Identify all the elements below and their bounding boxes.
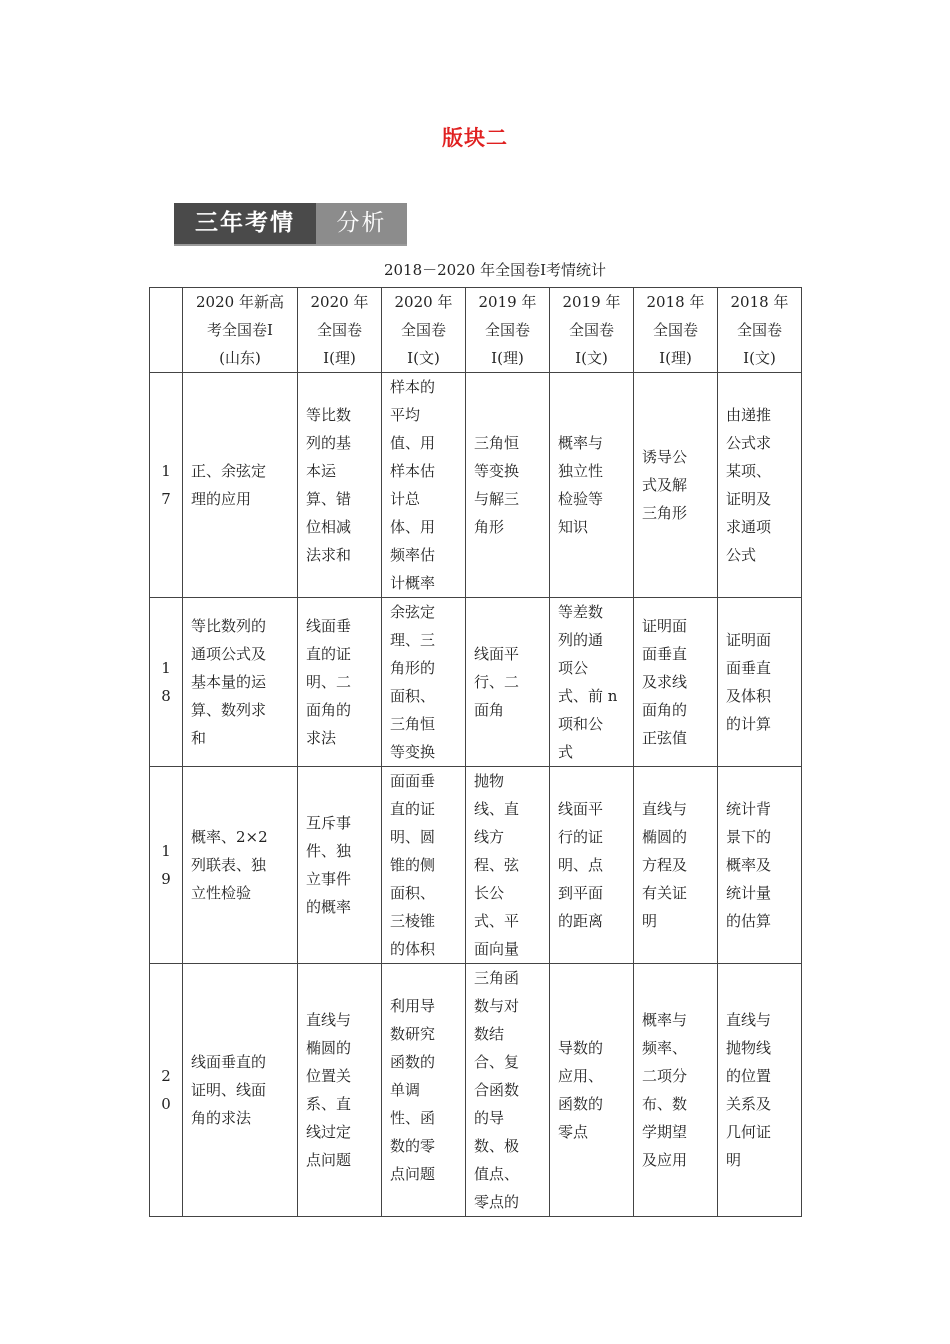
topic-cell bbox=[298, 964, 382, 1217]
cell-line: Ⅰ(理) bbox=[659, 349, 692, 367]
cell-line: 频率估 bbox=[390, 546, 436, 564]
topic-cell bbox=[382, 964, 466, 1217]
cell-line: 算、数列求 bbox=[191, 701, 267, 719]
cell-line: 明、圆 bbox=[390, 828, 436, 846]
cell-line: 等变换 bbox=[390, 743, 436, 761]
cell-line: 线面平 bbox=[474, 645, 520, 663]
cell-line: 线面垂直的 bbox=[191, 1053, 267, 1071]
table-row bbox=[150, 767, 802, 964]
cell-line: Ⅰ(文) bbox=[407, 349, 440, 367]
cell-line: 件、独 bbox=[306, 842, 352, 860]
question-number-cell bbox=[150, 598, 183, 767]
topic-cell bbox=[634, 767, 718, 964]
cell-line: 等比数 bbox=[306, 406, 352, 424]
table-row bbox=[150, 964, 802, 1217]
header-cell bbox=[298, 288, 382, 373]
cell-line: 面垂直 bbox=[642, 645, 688, 663]
topic-cell bbox=[718, 964, 802, 1217]
cell-line: 通项公式及 bbox=[191, 645, 267, 663]
cell-line: 7 bbox=[161, 490, 171, 508]
exam-stats-table bbox=[149, 287, 802, 1217]
cell-line: 面向量 bbox=[474, 940, 520, 958]
cell-line: 位相减 bbox=[306, 518, 352, 536]
table-row bbox=[150, 373, 802, 598]
cell-line: 锥的侧 bbox=[390, 856, 436, 874]
cell-line: 项公 bbox=[558, 659, 589, 677]
cell-line: 式 bbox=[558, 743, 574, 761]
cell-line: 公式 bbox=[726, 546, 757, 564]
cell-line: 行、二 bbox=[474, 673, 520, 691]
cell-line: 面角的 bbox=[306, 701, 352, 719]
topic-cell bbox=[634, 598, 718, 767]
cell-line: 单调 bbox=[390, 1081, 421, 1099]
cell-line: 线面垂 bbox=[306, 617, 352, 635]
cell-line: 直的证 bbox=[390, 800, 436, 818]
header-cell bbox=[718, 288, 802, 373]
cell-line: 到平面 bbox=[558, 884, 604, 902]
cell-line: 线面平 bbox=[558, 800, 604, 818]
cell-line: 导数的 bbox=[558, 1039, 604, 1057]
question-number-cell bbox=[150, 964, 183, 1217]
topic-cell bbox=[382, 767, 466, 964]
header-cell bbox=[183, 288, 298, 373]
cell-line: 等变换 bbox=[474, 462, 520, 480]
cell-line: 列的通 bbox=[558, 631, 604, 649]
cell-line: 1 bbox=[161, 659, 171, 677]
cell-line: 直的证 bbox=[306, 645, 352, 663]
cell-line: 二项分 bbox=[642, 1067, 688, 1085]
banner-label-main: 三年考情 bbox=[174, 203, 316, 244]
cell-line: 法求和 bbox=[306, 546, 352, 564]
topic-cell bbox=[550, 373, 634, 598]
cell-line: 项和公 bbox=[558, 715, 604, 733]
cell-line: 求通项 bbox=[726, 518, 772, 536]
cell-line: 值、用 bbox=[390, 434, 436, 452]
topic-cell bbox=[183, 598, 298, 767]
topic-cell bbox=[634, 964, 718, 1217]
table-row bbox=[150, 598, 802, 767]
cell-line: Ⅰ(理) bbox=[323, 349, 356, 367]
cell-line: 等差数 bbox=[558, 603, 604, 621]
cell-line: 点问题 bbox=[390, 1165, 436, 1183]
table-caption: 2018－2020 年全国卷Ⅰ考情统计 bbox=[383, 261, 607, 279]
cell-line: 应用、 bbox=[558, 1067, 604, 1085]
cell-line: 证明面 bbox=[642, 617, 688, 635]
cell-line: 独立性 bbox=[558, 462, 604, 480]
cell-line: Ⅰ(文) bbox=[575, 349, 608, 367]
cell-line: 零点 bbox=[558, 1123, 589, 1141]
cell-line: 数与对 bbox=[474, 997, 520, 1015]
cell-line: 全国卷 bbox=[568, 321, 614, 339]
cell-line: 式及解 bbox=[642, 476, 688, 494]
cell-line: 2018 年 bbox=[646, 293, 705, 311]
cell-line: 全国卷 bbox=[316, 321, 362, 339]
cell-line: 本运 bbox=[306, 462, 337, 480]
cell-line: 1 bbox=[161, 462, 171, 480]
cell-line: 统计量 bbox=[726, 884, 772, 902]
cell-line: 2019 年 bbox=[562, 293, 621, 311]
cell-line: 与解三 bbox=[474, 490, 520, 508]
cell-line: 的体积 bbox=[390, 940, 436, 958]
cell-line: 几何证 bbox=[726, 1123, 772, 1141]
topic-cell bbox=[718, 373, 802, 598]
cell-line: 直线与 bbox=[306, 1011, 352, 1029]
topic-cell bbox=[718, 767, 802, 964]
cell-line: 角形 bbox=[474, 518, 505, 536]
cell-line: 样本估 bbox=[390, 462, 436, 480]
cell-line: 由递推 bbox=[726, 406, 772, 424]
cell-line: 样本的 bbox=[390, 378, 436, 396]
cell-line: 诱导公 bbox=[642, 448, 688, 466]
cell-line: 2019 年 bbox=[478, 293, 537, 311]
question-number-cell bbox=[150, 767, 183, 964]
cell-line: 线过定 bbox=[306, 1123, 352, 1141]
cell-line: 点问题 bbox=[306, 1151, 352, 1169]
banner-label-sub: 分析 bbox=[316, 203, 407, 244]
topic-cell bbox=[466, 373, 550, 598]
cell-line: 8 bbox=[161, 687, 171, 705]
cell-line: 1 bbox=[161, 842, 171, 860]
cell-line: 直线与 bbox=[726, 1011, 772, 1029]
cell-line: 2020 年 bbox=[310, 293, 369, 311]
cell-line: 和 bbox=[191, 729, 207, 747]
cell-line: 计总 bbox=[390, 490, 421, 508]
topic-cell bbox=[183, 964, 298, 1217]
cell-line: 理、三 bbox=[390, 631, 436, 649]
topic-cell bbox=[183, 767, 298, 964]
cell-line: 余弦定 bbox=[390, 603, 436, 621]
cell-line: 全国卷 bbox=[400, 321, 446, 339]
cell-line: 面角的 bbox=[642, 701, 688, 719]
cell-line: 合、复 bbox=[474, 1053, 520, 1071]
cell-line: 证明面 bbox=[726, 631, 772, 649]
cell-line: 2020 年 bbox=[394, 293, 453, 311]
cell-line: 面积、 bbox=[390, 884, 436, 902]
cell-line: 景下的 bbox=[726, 828, 772, 846]
cell-line: (山东) bbox=[219, 349, 261, 367]
cell-line: 行的证 bbox=[558, 828, 604, 846]
cell-line: 概率及 bbox=[726, 856, 772, 874]
cell-line: 抛物 bbox=[474, 772, 505, 790]
cell-line: 抛物线 bbox=[726, 1039, 772, 1057]
cell-line: 椭圆的 bbox=[306, 1039, 352, 1057]
cell-line: 2018 年 bbox=[730, 293, 789, 311]
topic-cell bbox=[382, 373, 466, 598]
cell-line: 数、极 bbox=[474, 1137, 520, 1155]
cell-line: 理的应用 bbox=[191, 490, 252, 508]
cell-line: 列的基 bbox=[306, 434, 352, 452]
topic-cell bbox=[466, 767, 550, 964]
cell-line: 数研究 bbox=[390, 1025, 436, 1043]
topic-cell bbox=[298, 373, 382, 598]
cell-line: 9 bbox=[161, 870, 171, 888]
cell-line: 三角函 bbox=[474, 969, 520, 987]
cell-line: 正、余弦定 bbox=[191, 462, 267, 480]
cell-line: 算、错 bbox=[306, 490, 352, 508]
cell-line: 直线与 bbox=[642, 800, 688, 818]
cell-line: 长公 bbox=[474, 884, 505, 902]
cell-line: 线方 bbox=[474, 828, 505, 846]
topic-cell bbox=[550, 598, 634, 767]
cell-line: 数的零 bbox=[390, 1137, 436, 1155]
cell-line: 面垂直 bbox=[726, 659, 772, 677]
cell-line: 考全国卷Ⅰ bbox=[207, 321, 273, 339]
cell-line: Ⅰ(文) bbox=[743, 349, 776, 367]
topic-cell bbox=[298, 598, 382, 767]
cell-line: 检验等 bbox=[558, 490, 604, 508]
cell-line: 布、数 bbox=[642, 1095, 688, 1113]
cell-line: 三棱锥 bbox=[390, 912, 436, 930]
cell-line: 立事件 bbox=[306, 870, 352, 888]
question-number-cell bbox=[150, 373, 183, 598]
topic-cell bbox=[550, 964, 634, 1217]
cell-line: 证明及 bbox=[726, 490, 772, 508]
cell-line: 角的求法 bbox=[191, 1109, 252, 1127]
cell-line: 学期望 bbox=[642, 1123, 688, 1141]
cell-line: 明、二 bbox=[306, 673, 352, 691]
cell-line: 函数的 bbox=[390, 1053, 436, 1071]
cell-line: 程、弦 bbox=[474, 856, 520, 874]
cell-line: 函数的 bbox=[558, 1095, 604, 1113]
cell-line: 列联表、独 bbox=[191, 856, 267, 874]
cell-line: 关系及 bbox=[726, 1095, 772, 1113]
cell-line: 知识 bbox=[558, 518, 589, 536]
cell-line: 全国卷 bbox=[484, 321, 530, 339]
cell-line: 及体积 bbox=[726, 687, 772, 705]
topic-cell bbox=[466, 964, 550, 1217]
cell-line: 三角恒 bbox=[390, 715, 436, 733]
cell-line: 互斥事 bbox=[306, 814, 352, 832]
cell-line: 的距离 bbox=[558, 912, 604, 930]
cell-line: 式、前 n bbox=[558, 687, 618, 705]
cell-line: 性、函 bbox=[390, 1109, 436, 1127]
page-title: 版块二 bbox=[442, 125, 508, 150]
cell-line: 基本量的运 bbox=[191, 673, 267, 691]
topic-cell bbox=[298, 767, 382, 964]
cell-line: 求法 bbox=[306, 729, 337, 747]
cell-line: 明 bbox=[642, 912, 658, 930]
table-header-row bbox=[150, 288, 802, 373]
cell-line: 合函数 bbox=[474, 1081, 520, 1099]
cell-line: 椭圆的 bbox=[642, 828, 688, 846]
cell-line: 立性检验 bbox=[191, 884, 252, 902]
cell-line: 的导 bbox=[474, 1109, 505, 1127]
section-banner bbox=[174, 203, 407, 246]
topic-cell bbox=[550, 767, 634, 964]
cell-line: 三角恒 bbox=[474, 434, 520, 452]
cell-line: 利用导 bbox=[390, 997, 436, 1015]
cell-line: 平均 bbox=[390, 406, 421, 424]
cell-line: 证明、线面 bbox=[191, 1081, 267, 1099]
cell-line: 0 bbox=[161, 1095, 171, 1113]
cell-line: 角形的 bbox=[390, 659, 436, 677]
cell-line: 及应用 bbox=[642, 1151, 688, 1169]
header-cell bbox=[382, 288, 466, 373]
cell-line: 线、直 bbox=[474, 800, 520, 818]
cell-line: 位置关 bbox=[306, 1067, 352, 1085]
cell-line: Ⅰ(理) bbox=[491, 349, 524, 367]
cell-line: 三角形 bbox=[642, 504, 688, 522]
cell-line: 有关证 bbox=[642, 884, 688, 902]
cell-line: 面面垂 bbox=[390, 772, 436, 790]
cell-line: 频率、 bbox=[642, 1039, 688, 1057]
cell-line: 零点的 bbox=[474, 1193, 520, 1211]
topic-cell bbox=[466, 598, 550, 767]
cell-line: 正弦值 bbox=[642, 729, 688, 747]
cell-line: 的位置 bbox=[726, 1067, 772, 1085]
cell-line: 面角 bbox=[474, 701, 505, 719]
cell-line: 系、直 bbox=[306, 1095, 352, 1113]
topic-cell bbox=[183, 373, 298, 598]
topic-cell bbox=[382, 598, 466, 767]
cell-line: 等比数列的 bbox=[191, 617, 267, 635]
cell-line: 概率与 bbox=[558, 434, 604, 452]
cell-line: 计概率 bbox=[390, 574, 436, 592]
cell-line: 的计算 bbox=[726, 715, 772, 733]
cell-line: 明、点 bbox=[558, 856, 604, 874]
cell-line: 的概率 bbox=[306, 898, 352, 916]
header-cell bbox=[634, 288, 718, 373]
cell-line: 2 bbox=[161, 1067, 171, 1085]
header-cell bbox=[150, 288, 183, 373]
cell-line: 方程及 bbox=[642, 856, 688, 874]
cell-line: 全国卷 bbox=[736, 321, 782, 339]
cell-line: 概率与 bbox=[642, 1011, 688, 1029]
cell-line: 面积、 bbox=[390, 687, 436, 705]
cell-line: 的估算 bbox=[726, 912, 772, 930]
topic-cell bbox=[718, 598, 802, 767]
cell-line: 值点、 bbox=[474, 1165, 520, 1183]
cell-line: 概率、2×2 bbox=[191, 828, 268, 846]
cell-line: 体、用 bbox=[390, 518, 436, 536]
cell-line: 及求线 bbox=[642, 673, 688, 691]
header-cell bbox=[466, 288, 550, 373]
topic-cell bbox=[634, 373, 718, 598]
cell-line: 某项、 bbox=[726, 462, 772, 480]
cell-line: 全国卷 bbox=[652, 321, 698, 339]
cell-line: 数结 bbox=[474, 1025, 505, 1043]
cell-line: 式、平 bbox=[474, 912, 520, 930]
cell-line: 2020 年新高 bbox=[196, 293, 284, 311]
cell-line: 明 bbox=[726, 1151, 742, 1169]
cell-line: 统计背 bbox=[726, 800, 772, 818]
header-cell bbox=[550, 288, 634, 373]
cell-line: 公式求 bbox=[726, 434, 772, 452]
